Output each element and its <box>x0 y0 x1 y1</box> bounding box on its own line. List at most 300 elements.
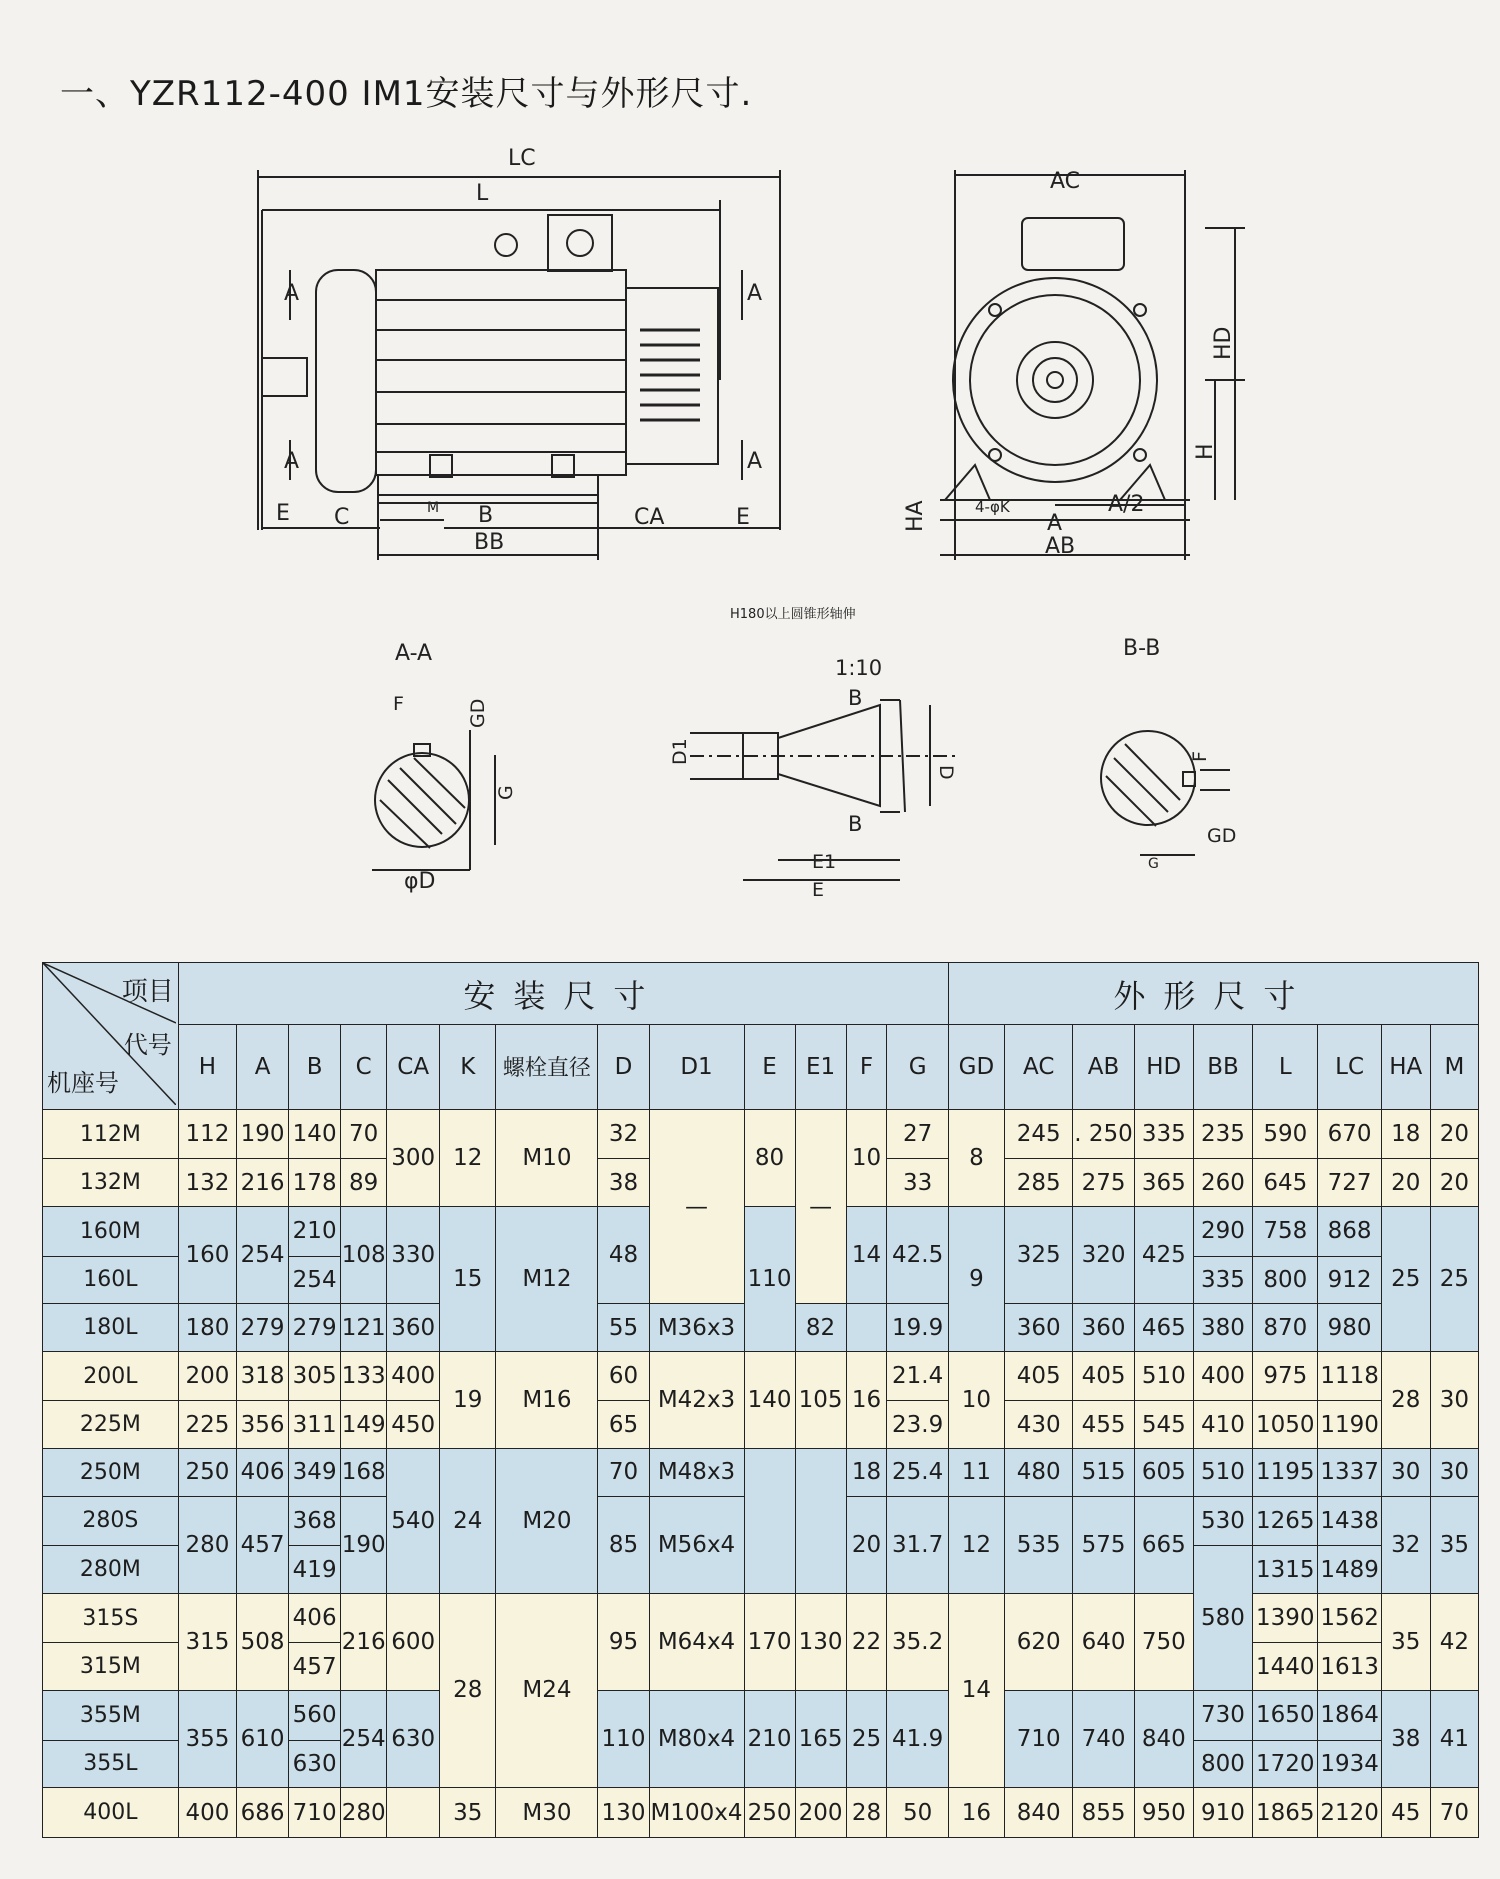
cell-bolt: M20 <box>496 1449 598 1594</box>
cell-f: 18 <box>846 1449 887 1497</box>
cell-c: 216 <box>341 1593 387 1690</box>
cell-lc: 670 <box>1318 1109 1381 1159</box>
cell-b: 560 <box>289 1690 341 1740</box>
cell-b: 368 <box>289 1496 341 1546</box>
cell-l: 1390 <box>1253 1593 1318 1643</box>
cell-l: 645 <box>1253 1159 1318 1207</box>
cell-d: 65 <box>598 1401 649 1449</box>
cell-f: 25 <box>846 1690 887 1787</box>
cell-l: 870 <box>1253 1304 1318 1352</box>
cell-m: 30 <box>1430 1449 1478 1497</box>
bb-g: G <box>1148 856 1159 872</box>
taper-d1: D1 <box>669 738 691 765</box>
cell-lc: 2120 <box>1318 1788 1381 1838</box>
cell-bolt: M16 <box>496 1351 598 1448</box>
label-a2: A <box>284 449 300 474</box>
cell-e1: 165 <box>795 1690 846 1787</box>
cell-f: 14 <box>846 1207 887 1304</box>
cell-a: 216 <box>237 1159 289 1207</box>
cell-ac: 535 <box>1004 1496 1072 1593</box>
cell-k: 24 <box>440 1449 496 1594</box>
cell-e: 140 <box>744 1351 795 1448</box>
frame-280s: 280S <box>43 1496 179 1546</box>
cell-ca: 400 <box>387 1351 440 1401</box>
label-a4: A <box>747 449 763 474</box>
cell-e1: 200 <box>795 1788 846 1838</box>
cell-g: 42.5 <box>887 1207 948 1304</box>
label-ac: AC <box>1050 169 1081 194</box>
col-e: E <box>744 1025 795 1110</box>
cell-d: 95 <box>598 1593 649 1690</box>
front-view-motor <box>258 170 780 560</box>
cell-hd: 335 <box>1134 1109 1193 1159</box>
cell-d1: M48x3 <box>649 1449 744 1497</box>
cell-c: 254 <box>341 1690 387 1787</box>
cell-ac: 245 <box>1004 1109 1072 1159</box>
cell-ac: 710 <box>1004 1690 1072 1787</box>
cell-e1: 130 <box>795 1593 846 1690</box>
cell-ab: 575 <box>1073 1496 1134 1593</box>
cell-hd: 545 <box>1134 1401 1193 1449</box>
cell-bb: 510 <box>1193 1449 1252 1497</box>
cell-b: 406 <box>289 1593 341 1643</box>
cell-bb: 380 <box>1193 1304 1252 1352</box>
label-bb: BB <box>474 530 505 555</box>
col-hd: HD <box>1134 1025 1193 1110</box>
cell-e: 110 <box>744 1207 795 1352</box>
cell-b: 178 <box>289 1159 341 1207</box>
page-title: 一、YZR112-400 IM1安装尺寸与外形尺寸. <box>60 74 753 114</box>
frame-355m: 355M <box>43 1690 179 1740</box>
label-k: 4-φK <box>975 498 1010 516</box>
cell-gd: 14 <box>948 1593 1004 1787</box>
group-outline: 外形尺寸 <box>948 963 1478 1025</box>
aa-title: A-A <box>395 641 433 666</box>
cell-m: 35 <box>1430 1496 1478 1593</box>
col-ab: AB <box>1073 1025 1134 1110</box>
cell-k: 35 <box>440 1788 496 1838</box>
label-m: M <box>427 500 440 516</box>
cell-e: 170 <box>744 1593 795 1690</box>
cell-lc: 980 <box>1318 1304 1381 1352</box>
cell-a: 279 <box>237 1304 289 1352</box>
cell-b: 305 <box>289 1351 341 1401</box>
cell-a: 686 <box>237 1788 289 1838</box>
cell-g: 19.9 <box>887 1304 948 1352</box>
cell-ac: 285 <box>1004 1159 1072 1207</box>
cell-b: 210 <box>289 1207 341 1257</box>
cell-bb: 290 <box>1193 1207 1252 1257</box>
cell-ac: 405 <box>1004 1351 1072 1401</box>
cell-ca <box>387 1788 440 1838</box>
cell-k: 19 <box>440 1351 496 1448</box>
cell-bolt: M12 <box>496 1207 598 1352</box>
label-e2: E <box>736 505 750 530</box>
corner-cell <box>43 963 179 1110</box>
cell-lc: 1190 <box>1318 1401 1381 1449</box>
label-a-half: A/2 <box>1108 492 1145 517</box>
cell-bb: 235 <box>1193 1109 1252 1159</box>
label-lc: LC <box>508 146 536 171</box>
cell-d: 32 <box>598 1109 649 1159</box>
cell-ca: 300 <box>387 1109 440 1206</box>
label-ab: AB <box>1045 534 1076 559</box>
cell-hd: 605 <box>1134 1449 1193 1497</box>
cell-gd: 9 <box>948 1207 1004 1352</box>
cell-bb: 335 <box>1193 1256 1252 1304</box>
spec-table <box>42 962 1479 1838</box>
cell-ab: 405 <box>1073 1351 1134 1401</box>
cell-gd: 10 <box>948 1351 1004 1448</box>
cell-m: 30 <box>1430 1351 1478 1448</box>
cell-lc: 868 <box>1318 1207 1381 1257</box>
corner-code: 代号 <box>123 1031 172 1059</box>
frame-132m: 132M <box>43 1159 179 1207</box>
frame-315s: 315S <box>43 1593 179 1643</box>
frame-400l: 400L <box>43 1788 179 1838</box>
col-bolt: 螺栓直径 <box>496 1025 598 1110</box>
cell-b: 419 <box>289 1546 341 1594</box>
cell-lc: 1438 <box>1318 1496 1381 1546</box>
spec-table-wrapper <box>42 962 1479 1838</box>
bb-title: B-B <box>1123 636 1161 661</box>
cell-bb: 730 <box>1193 1690 1252 1740</box>
cell-d1: M42x3 <box>649 1351 744 1448</box>
col-k: K <box>440 1025 496 1110</box>
frame-280m: 280M <box>43 1546 179 1594</box>
cell-lc: 1613 <box>1318 1643 1381 1691</box>
cell-h: 225 <box>178 1401 236 1449</box>
cell-d: 70 <box>598 1449 649 1497</box>
cell-ab: 515 <box>1073 1449 1134 1497</box>
cell-l: 758 <box>1253 1207 1318 1257</box>
bb-f: F <box>1189 751 1211 762</box>
taper-b2: B <box>848 812 863 836</box>
aa-d: φD <box>404 869 436 894</box>
cell-lc: 1562 <box>1318 1593 1381 1643</box>
cell-l: 975 <box>1253 1351 1318 1401</box>
cell-e: 80 <box>744 1109 795 1206</box>
cell-d: 60 <box>598 1351 649 1401</box>
cell-a: 190 <box>237 1109 289 1159</box>
cell-d1: — <box>649 1109 744 1303</box>
cell-b: 140 <box>289 1109 341 1159</box>
frame-315m: 315M <box>43 1643 179 1691</box>
cell-gd: 8 <box>948 1109 1004 1206</box>
col-lc: LC <box>1318 1025 1381 1110</box>
cell-ca: 360 <box>387 1304 440 1352</box>
cell-h: 355 <box>178 1690 236 1787</box>
cell-e1: — <box>795 1109 846 1303</box>
cell-lc: 1934 <box>1318 1740 1381 1788</box>
frame-225m: 225M <box>43 1401 179 1449</box>
cell-hd: 840 <box>1134 1690 1193 1787</box>
cell-g: 33 <box>887 1159 948 1207</box>
cell-l: 1865 <box>1253 1788 1318 1838</box>
cell-a: 610 <box>237 1690 289 1787</box>
cell-d: 85 <box>598 1496 649 1593</box>
cell-d: 38 <box>598 1159 649 1207</box>
cell-h: 280 <box>178 1496 236 1593</box>
cell-a: 356 <box>237 1401 289 1449</box>
cell-h: 250 <box>178 1449 236 1497</box>
cell-ac: 480 <box>1004 1449 1072 1497</box>
cell-m: 70 <box>1430 1788 1478 1838</box>
cell-b: 710 <box>289 1788 341 1838</box>
cell-ac: 840 <box>1004 1788 1072 1838</box>
aa-gd: GD <box>467 698 489 728</box>
frame-200l: 200L <box>43 1351 179 1401</box>
cell-ca: 450 <box>387 1401 440 1449</box>
cell-l: 800 <box>1253 1256 1318 1304</box>
cell-ha: 25 <box>1381 1207 1430 1352</box>
label-e1: E <box>276 501 290 526</box>
aa-f: F <box>393 693 404 715</box>
cell-bb: 400 <box>1193 1351 1252 1401</box>
cell-ha: 18 <box>1381 1109 1430 1159</box>
cell-ac: 430 <box>1004 1401 1072 1449</box>
cell-hd: 750 <box>1134 1593 1193 1690</box>
col-b: B <box>289 1025 341 1110</box>
col-gd: GD <box>948 1025 1004 1110</box>
cell-ac: 325 <box>1004 1207 1072 1304</box>
col-bb: BB <box>1193 1025 1252 1110</box>
label-ca: CA <box>634 505 665 530</box>
cell-d: 55 <box>598 1304 649 1352</box>
col-d1: D1 <box>649 1025 744 1110</box>
taper-d: D <box>935 765 957 780</box>
cell-m: 20 <box>1430 1159 1478 1207</box>
cell-e: 250 <box>744 1788 795 1838</box>
cell-f: 20 <box>846 1496 887 1593</box>
cell-l: 1050 <box>1253 1401 1318 1449</box>
frame-160m: 160M <box>43 1207 179 1257</box>
cell-g: 31.7 <box>887 1496 948 1593</box>
cell-e: 210 <box>744 1690 795 1787</box>
cell-b: 457 <box>289 1643 341 1691</box>
cell-d: 110 <box>598 1690 649 1787</box>
cell-ha: 20 <box>1381 1159 1430 1207</box>
cell-gd: 11 <box>948 1449 1004 1497</box>
cell-e1 <box>795 1449 846 1594</box>
frame-160l: 160L <box>43 1256 179 1304</box>
label-ha: HA <box>903 500 928 532</box>
cell-b: 279 <box>289 1304 341 1352</box>
cell-ab: 740 <box>1073 1690 1134 1787</box>
cell-bb: 410 <box>1193 1401 1252 1449</box>
cell-g: 27 <box>887 1109 948 1159</box>
cell-ca: 330 <box>387 1207 440 1304</box>
cell-f: 16 <box>846 1351 887 1448</box>
cell-hd: 950 <box>1134 1788 1193 1838</box>
cell-ab: 275 <box>1073 1159 1134 1207</box>
cell-d: 48 <box>598 1207 649 1304</box>
cell-lc: 1337 <box>1318 1449 1381 1497</box>
cell-lc: 912 <box>1318 1256 1381 1304</box>
cell-lc: 1118 <box>1318 1351 1381 1401</box>
cell-hd: 510 <box>1134 1351 1193 1401</box>
bb-gd: GD <box>1207 825 1237 847</box>
cell-d: 130 <box>598 1788 649 1838</box>
cell-ca: 540 <box>387 1449 440 1594</box>
cell-a: 318 <box>237 1351 289 1401</box>
cell-ab: 640 <box>1073 1593 1134 1690</box>
cell-hd: 365 <box>1134 1159 1193 1207</box>
col-l: L <box>1253 1025 1318 1110</box>
col-m: M <box>1430 1025 1478 1110</box>
col-ac: AC <box>1004 1025 1072 1110</box>
label-b: B <box>478 503 494 528</box>
cell-c: 133 <box>341 1351 387 1401</box>
cell-bb: 530 <box>1193 1496 1252 1546</box>
cell-ha: 35 <box>1381 1593 1430 1690</box>
label-a1: A <box>284 281 300 306</box>
cell-hd: 465 <box>1134 1304 1193 1352</box>
label-l: L <box>476 181 489 206</box>
cell-lc: 727 <box>1318 1159 1381 1207</box>
col-a: A <box>237 1025 289 1110</box>
cell-g: 35.2 <box>887 1593 948 1690</box>
cell-a: 457 <box>237 1496 289 1593</box>
cell-ab: 360 <box>1073 1304 1134 1352</box>
cell-ca: 600 <box>387 1593 440 1690</box>
taper-b1: B <box>848 686 863 710</box>
cell-bb: 910 <box>1193 1788 1252 1838</box>
cell-bolt: M10 <box>496 1109 598 1206</box>
cell-c: 168 <box>341 1449 387 1497</box>
frame-112m: 112M <box>43 1109 179 1159</box>
cell-f: 10 <box>846 1109 887 1206</box>
cell-bb: 580 <box>1193 1546 1252 1691</box>
col-e1: E1 <box>795 1025 846 1110</box>
cell-h: 112 <box>178 1109 236 1159</box>
cell-a: 508 <box>237 1593 289 1690</box>
cell-ab: 455 <box>1073 1401 1134 1449</box>
cell-l: 1720 <box>1253 1740 1318 1788</box>
cell-g: 21.4 <box>887 1351 948 1401</box>
cell-ca: 630 <box>387 1690 440 1787</box>
cell-b: 254 <box>289 1256 341 1304</box>
cell-ha: 28 <box>1381 1351 1430 1448</box>
cell-g: 41.9 <box>887 1690 948 1787</box>
label-a3: A <box>747 281 763 306</box>
taper-ratio: 1:10 <box>835 656 883 680</box>
col-h: H <box>178 1025 236 1110</box>
cell-e1: 82 <box>795 1304 846 1352</box>
cell-e1: 105 <box>795 1351 846 1448</box>
col-c: C <box>341 1025 387 1110</box>
cell-l: 1650 <box>1253 1690 1318 1740</box>
cell-k: 28 <box>440 1593 496 1787</box>
cell-ha: 45 <box>1381 1788 1430 1838</box>
cell-c: 280 <box>341 1788 387 1838</box>
cell-bolt: M30 <box>496 1788 598 1838</box>
cell-l: 590 <box>1253 1109 1318 1159</box>
cell-ab: . 250 <box>1073 1109 1134 1159</box>
cell-h: 315 <box>178 1593 236 1690</box>
cell-ac: 360 <box>1004 1304 1072 1352</box>
cell-h: 160 <box>178 1207 236 1304</box>
cell-b: 349 <box>289 1449 341 1497</box>
cell-h: 200 <box>178 1351 236 1401</box>
cell-a: 406 <box>237 1449 289 1497</box>
cell-ha: 30 <box>1381 1449 1430 1497</box>
cell-ha: 32 <box>1381 1496 1430 1593</box>
cell-c: 70 <box>341 1109 387 1159</box>
corner-frame: 机座号 <box>47 1069 119 1097</box>
cell-d1: M80x4 <box>649 1690 744 1787</box>
cell-g: 25.4 <box>887 1449 948 1497</box>
cell-m: 20 <box>1430 1109 1478 1159</box>
taper-e1: E1 <box>812 851 837 873</box>
cell-ab: 320 <box>1073 1207 1134 1304</box>
taper-e: E <box>812 879 825 901</box>
cell-c: 190 <box>341 1496 387 1593</box>
label-h: H <box>1193 443 1218 460</box>
cell-l: 1265 <box>1253 1496 1318 1546</box>
cell-lc: 1489 <box>1318 1546 1381 1594</box>
cell-g: 23.9 <box>887 1401 948 1449</box>
cell-ha: 38 <box>1381 1690 1430 1787</box>
cell-hd: 425 <box>1134 1207 1193 1304</box>
cell-g: 50 <box>887 1788 948 1838</box>
cell-bb: 800 <box>1193 1740 1252 1788</box>
cell-b: 311 <box>289 1401 341 1449</box>
label-a: A <box>1047 511 1063 536</box>
cell-l: 1195 <box>1253 1449 1318 1497</box>
cell-l: 1440 <box>1253 1643 1318 1691</box>
cell-k: 12 <box>440 1109 496 1206</box>
cell-ab: 855 <box>1073 1788 1134 1838</box>
cell-f: 22 <box>846 1593 887 1690</box>
cell-gd: 16 <box>948 1788 1004 1838</box>
frame-250m: 250M <box>43 1449 179 1497</box>
cell-h: 180 <box>178 1304 236 1352</box>
cell-c: 121 <box>341 1304 387 1352</box>
cell-m: 25 <box>1430 1207 1478 1352</box>
aa-g: G <box>495 785 517 800</box>
section-aa <box>372 730 495 870</box>
cell-c: 108 <box>341 1207 387 1304</box>
cell-f <box>846 1304 887 1352</box>
label-hd: HD <box>1211 326 1236 360</box>
cell-d1: M100x4 <box>649 1788 744 1838</box>
cell-d1: M64x4 <box>649 1593 744 1690</box>
cell-d1: M36x3 <box>649 1304 744 1352</box>
col-g: G <box>887 1025 948 1110</box>
corner-item: 项目 <box>121 977 174 1007</box>
cell-l: 1315 <box>1253 1546 1318 1594</box>
taper-caption: H180以上圆锥形轴伸 <box>730 607 856 622</box>
frame-180l: 180L <box>43 1304 179 1352</box>
cell-gd: 12 <box>948 1496 1004 1593</box>
col-f: F <box>846 1025 887 1110</box>
cell-b: 630 <box>289 1740 341 1788</box>
cell-hd: 665 <box>1134 1496 1193 1593</box>
group-install: 安装尺寸 <box>178 963 948 1025</box>
cell-d1: M56x4 <box>649 1496 744 1593</box>
cell-e <box>744 1449 795 1594</box>
cell-bb: 260 <box>1193 1159 1252 1207</box>
cell-h: 400 <box>178 1788 236 1838</box>
col-d: D <box>598 1025 649 1110</box>
cell-a: 254 <box>237 1207 289 1304</box>
cell-bolt: M24 <box>496 1593 598 1787</box>
cell-f: 28 <box>846 1788 887 1838</box>
cell-c: 89 <box>341 1159 387 1207</box>
cell-m: 42 <box>1430 1593 1478 1690</box>
frame-355l: 355L <box>43 1740 179 1788</box>
